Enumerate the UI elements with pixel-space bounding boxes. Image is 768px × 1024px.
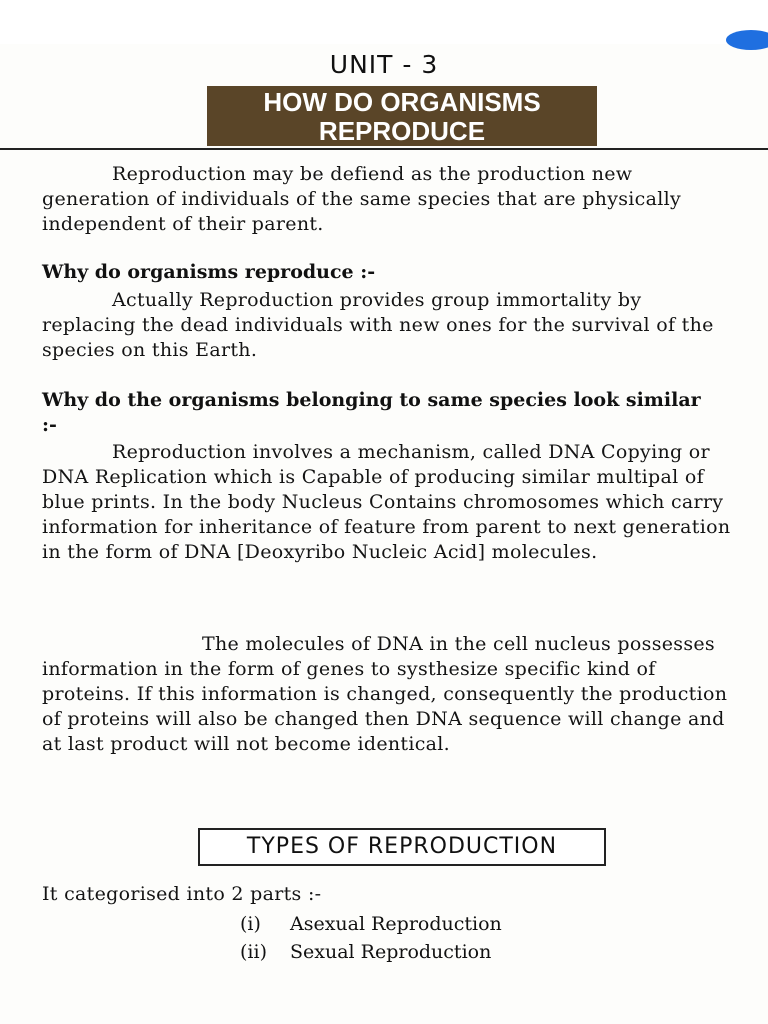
section2-paragraph2 xyxy=(42,632,737,757)
section1-heading: Why do organisms reproduce :- xyxy=(42,261,376,283)
list-item-number: (ii) xyxy=(240,941,267,963)
page-tab-marker xyxy=(726,30,768,50)
section2-heading: Why do the organisms belonging to same species look similar :- xyxy=(42,389,701,436)
top-margin xyxy=(0,0,768,44)
intro-text: Reproduction may be defiend as the production new generation of individuals of the same species that are physically independent of their parent. xyxy=(42,163,682,235)
list-item xyxy=(240,938,502,966)
title-rule xyxy=(0,148,768,150)
types-heading-box: TYPES OF REPRODUCTION xyxy=(198,828,606,866)
list-item-label: Sexual Reproduction xyxy=(290,941,492,963)
intro-paragraph xyxy=(42,162,737,237)
list-item-number: (i) xyxy=(240,913,261,935)
chapter-title-banner xyxy=(207,86,597,146)
unit-label: UNIT - 3 xyxy=(329,50,439,79)
section2-body1: Reproduction involves a mechanism, called DNA Copying or DNA Replication which is Capable of producing similar multipal of blue prints. In the body Nucleus Contains chromosomes which carry information for inheritance of feature from parent to next generation in the form of DNA [Deoxyribo Nucleic Acid] molecules. xyxy=(42,441,731,563)
chapter-title-line1: HOW DO ORGANISMS xyxy=(263,87,541,117)
types-list xyxy=(240,910,502,966)
section2-paragraph1 xyxy=(42,440,737,565)
section2-body2: The molecules of DNA in the cell nucleus possesses information in the form of genes to systhesize specific kind of proteins. If this information is changed, consequently the production of proteins will also be changed then DNA sequence will change and at last product will not become identical. xyxy=(42,633,728,755)
list-item xyxy=(240,910,502,938)
section1-body: Actually Reproduction provides group immortality by replacing the dead individuals with new ones for the survival of the species on this Earth. xyxy=(42,289,714,361)
chapter-title-line2: REPRODUCE xyxy=(318,116,486,146)
types-intro: It categorised into 2 parts :- xyxy=(42,883,322,905)
section1-paragraph xyxy=(42,288,737,363)
list-item-label: Asexual Reproduction xyxy=(290,913,502,935)
